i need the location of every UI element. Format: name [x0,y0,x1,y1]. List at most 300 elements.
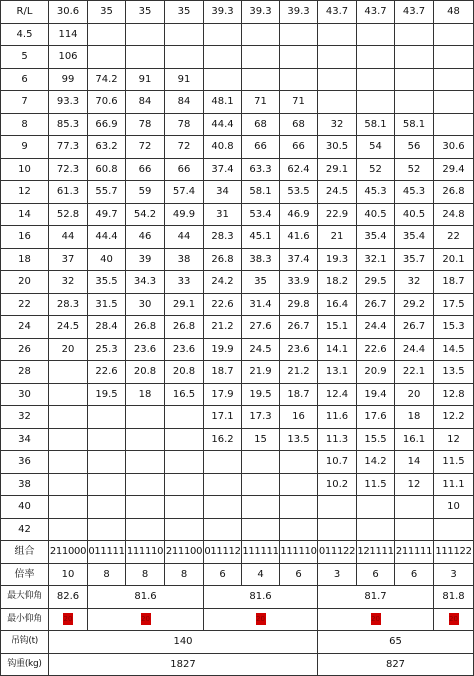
load-value-cell: 18.7 [434,271,474,294]
load-value-cell: 20.1 [434,248,474,271]
load-value-cell: 10 [434,496,474,519]
table-row [1,46,474,69]
min-angle-cell [88,608,204,631]
load-value-cell: 16.4 [318,293,357,316]
table-row [1,383,474,406]
radius-cell: 32 [1,406,49,429]
load-value-cell: 17.3 [242,406,280,429]
load-value-cell: 29.8 [280,293,318,316]
load-value-cell: 48.1 [204,91,242,114]
combination-cell: 011111 [88,541,126,564]
radius-cell: 8 [1,113,49,136]
load-value-cell: 14 [395,451,434,474]
load-value-cell: 18.7 [280,383,318,406]
load-value-cell [395,496,434,519]
load-value-cell [126,518,165,541]
load-chart-body [1,1,474,676]
load-value-cell: 35.4 [357,226,395,249]
load-value-cell: 12.4 [318,383,357,406]
load-value-cell [204,496,242,519]
load-value-cell [280,473,318,496]
load-value-cell: 52.8 [49,203,88,226]
load-value-cell: 19.5 [88,383,126,406]
radius-cell: 24 [1,316,49,339]
ratio-cell: 6 [204,563,242,586]
hook-weight-row [1,653,474,676]
hook-cell: 140 [49,631,318,654]
load-value-cell [49,496,88,519]
radius-cell: 26 [1,338,49,361]
load-value-cell: 13.5 [434,361,474,384]
load-value-cell [204,473,242,496]
load-value-cell: 58.1 [395,113,434,136]
load-value-cell [88,23,126,46]
load-value-cell [280,23,318,46]
combination-cell: 211111 [395,541,434,564]
ratio-row [1,563,474,586]
ratio-cell: 3 [434,563,474,586]
load-value-cell: 11.1 [434,473,474,496]
load-value-cell: 22.6 [204,293,242,316]
table-row [1,68,474,91]
load-value-cell: 14.5 [434,338,474,361]
combination-cell: 111110 [280,541,318,564]
load-value-cell: 60.8 [88,158,126,181]
min-angle-value: 20 [256,615,265,624]
load-value-cell: 13.1 [318,361,357,384]
max-angle-cell: 81.6 [204,586,318,609]
load-value-cell: 56 [395,136,434,159]
combination-cell: 011122 [318,541,357,564]
table-row [1,226,474,249]
ratio-cell: 10 [49,563,88,586]
load-value-cell: 31 [204,203,242,226]
load-value-cell [242,23,280,46]
load-value-cell: 14.2 [357,451,395,474]
boom-length-header: 30.6 [49,1,88,24]
load-value-cell: 29.2 [395,293,434,316]
load-value-cell: 18 [126,383,165,406]
min-angle-value: 20 [371,615,380,624]
load-value-cell: 40.5 [395,203,434,226]
load-value-cell: 35.7 [395,248,434,271]
load-value-cell: 16.5 [165,383,204,406]
radius-cell: 9 [1,136,49,159]
load-value-cell: 63.2 [88,136,126,159]
radius-cell: 28 [1,361,49,384]
load-value-cell: 29.4 [434,158,474,181]
load-value-cell: 35.5 [88,271,126,294]
load-value-cell: 11.6 [318,406,357,429]
load-value-cell: 16.1 [395,428,434,451]
load-value-cell: 99 [49,68,88,91]
load-value-cell: 22 [434,226,474,249]
load-value-cell [395,91,434,114]
combination-cell: 111111 [242,541,280,564]
load-value-cell: 45.1 [242,226,280,249]
load-value-cell: 12 [395,473,434,496]
load-value-cell: 66 [280,136,318,159]
load-value-cell [318,68,357,91]
load-value-cell: 11.5 [434,451,474,474]
load-value-cell [204,46,242,69]
radius-cell: 22 [1,293,49,316]
load-value-cell: 14.1 [318,338,357,361]
load-value-cell [242,496,280,519]
load-value-cell: 20 [49,338,88,361]
load-value-cell: 49.7 [88,203,126,226]
load-value-cell: 16.2 [204,428,242,451]
load-value-cell: 68 [280,113,318,136]
load-value-cell [242,68,280,91]
load-value-cell [318,91,357,114]
load-value-cell: 20.9 [357,361,395,384]
combination-label: 组合 [1,541,49,564]
table-row [1,451,474,474]
load-value-cell [318,23,357,46]
load-value-cell [49,473,88,496]
load-value-cell [280,68,318,91]
load-value-cell: 52 [357,158,395,181]
radius-cell: 36 [1,451,49,474]
load-value-cell: 54 [357,136,395,159]
load-value-cell [204,23,242,46]
load-value-cell: 26.8 [434,181,474,204]
table-row [1,271,474,294]
table-row [1,113,474,136]
load-value-cell: 17.1 [204,406,242,429]
min-angle-cell [49,608,88,631]
ratio-cell: 8 [165,563,204,586]
load-value-cell: 45.3 [395,181,434,204]
load-value-cell: 18.7 [204,361,242,384]
load-value-cell: 30.5 [318,136,357,159]
load-value-cell: 38 [165,248,204,271]
load-value-cell: 23.6 [280,338,318,361]
header-row [1,1,474,24]
load-value-cell: 62.4 [280,158,318,181]
boom-length-header: 35 [165,1,204,24]
load-value-cell: 38.3 [242,248,280,271]
load-value-cell: 66 [242,136,280,159]
load-value-cell [88,473,126,496]
table-row [1,181,474,204]
max-angle-cell: 81.7 [318,586,434,609]
load-value-cell: 17.6 [357,406,395,429]
load-value-cell: 15.3 [434,316,474,339]
load-value-cell: 29.1 [165,293,204,316]
load-value-cell [395,518,434,541]
load-value-cell: 10.2 [318,473,357,496]
combination-cell: 011112 [204,541,242,564]
load-value-cell: 20.8 [165,361,204,384]
radius-cell: 14 [1,203,49,226]
load-value-cell [357,68,395,91]
load-value-cell: 34.3 [126,271,165,294]
hook-weight-cell: 827 [318,653,474,676]
radius-cell: 20 [1,271,49,294]
load-value-cell [126,428,165,451]
table-row [1,518,474,541]
load-value-cell [49,518,88,541]
load-value-cell: 32 [395,271,434,294]
min-angle-value: 20 [449,615,458,624]
max-angle-cell: 81.6 [88,586,204,609]
ratio-label: 倍率 [1,563,49,586]
load-value-cell [88,518,126,541]
load-value-cell: 78 [165,113,204,136]
load-value-cell [434,113,474,136]
load-value-cell: 66 [126,158,165,181]
radius-cell: 38 [1,473,49,496]
load-value-cell [126,451,165,474]
min-angle-value: 20 [141,615,150,624]
load-value-cell: 21 [318,226,357,249]
load-value-cell: 28.3 [204,226,242,249]
load-value-cell: 26.7 [280,316,318,339]
load-value-cell: 12.8 [434,383,474,406]
load-value-cell [434,46,474,69]
load-value-cell: 20 [395,383,434,406]
load-value-cell: 17.9 [204,383,242,406]
load-value-cell [204,518,242,541]
load-value-cell: 31.4 [242,293,280,316]
load-value-cell [434,68,474,91]
load-value-cell [165,473,204,496]
load-value-cell: 37.4 [204,158,242,181]
load-value-cell: 24.2 [204,271,242,294]
table-row [1,316,474,339]
load-value-cell [126,496,165,519]
table-row [1,136,474,159]
load-value-cell: 40 [88,248,126,271]
load-value-cell: 26.8 [126,316,165,339]
load-value-cell: 40.8 [204,136,242,159]
load-value-cell: 68 [242,113,280,136]
load-value-cell: 30 [126,293,165,316]
load-value-cell: 40.5 [357,203,395,226]
boom-length-header: 39.3 [280,1,318,24]
load-value-cell: 28.3 [49,293,88,316]
load-value-cell: 58.1 [357,113,395,136]
load-value-cell: 29.5 [357,271,395,294]
load-value-cell: 114 [49,23,88,46]
load-value-cell [357,518,395,541]
radius-cell: 18 [1,248,49,271]
load-value-cell: 85.3 [49,113,88,136]
load-value-cell: 44 [165,226,204,249]
load-value-cell: 12.2 [434,406,474,429]
load-value-cell [204,451,242,474]
load-value-cell: 26.7 [395,316,434,339]
table-row [1,91,474,114]
ratio-cell: 6 [357,563,395,586]
load-value-cell: 15.1 [318,316,357,339]
load-value-cell: 77.3 [49,136,88,159]
radius-cell: 10 [1,158,49,181]
load-value-cell: 63.3 [242,158,280,181]
load-value-cell [88,428,126,451]
load-value-cell: 11.5 [357,473,395,496]
load-value-cell: 24.5 [318,181,357,204]
combination-cell: 211000 [49,541,88,564]
load-value-cell [318,496,357,519]
ratio-cell: 8 [88,563,126,586]
load-value-cell [280,451,318,474]
load-value-cell [49,428,88,451]
load-value-cell [357,91,395,114]
load-value-cell: 71 [280,91,318,114]
load-value-cell: 30.6 [434,136,474,159]
hook-weight-cell: 1827 [49,653,318,676]
boom-length-header: 48 [434,1,474,24]
radius-cell: 6 [1,68,49,91]
load-value-cell [395,46,434,69]
load-value-cell: 58.1 [242,181,280,204]
combination-cell: 121111 [357,541,395,564]
min-angle-cell [318,608,434,631]
load-value-cell: 32.1 [357,248,395,271]
load-value-cell: 59 [126,181,165,204]
load-value-cell: 13.5 [280,428,318,451]
load-value-cell: 28.4 [88,316,126,339]
table-row [1,23,474,46]
load-value-cell: 17.5 [434,293,474,316]
radius-cell: 12 [1,181,49,204]
load-value-cell: 19.3 [318,248,357,271]
load-value-cell: 27.6 [242,316,280,339]
load-value-cell: 66.9 [88,113,126,136]
load-value-cell: 54.2 [126,203,165,226]
load-value-cell: 78 [126,113,165,136]
load-value-cell [49,406,88,429]
load-value-cell [434,23,474,46]
load-value-cell: 39 [126,248,165,271]
radius-cell: 34 [1,428,49,451]
load-value-cell [88,46,126,69]
load-value-cell [242,451,280,474]
hook-label: 吊钩(t) [1,631,49,654]
load-value-cell: 55.7 [88,181,126,204]
table-row [1,496,474,519]
load-value-cell: 24.8 [434,203,474,226]
table-row [1,248,474,271]
load-value-cell: 91 [126,68,165,91]
load-value-cell [165,451,204,474]
load-value-cell: 35 [242,271,280,294]
max-angle-row [1,586,474,609]
load-value-cell: 26.8 [204,248,242,271]
load-value-cell [280,46,318,69]
load-value-cell: 18.2 [318,271,357,294]
load-value-cell [434,518,474,541]
boom-length-header: 39.3 [204,1,242,24]
load-value-cell [395,68,434,91]
load-value-cell: 18 [395,406,434,429]
table-row [1,406,474,429]
load-value-cell [165,46,204,69]
load-value-cell: 72 [165,136,204,159]
load-value-cell: 72 [126,136,165,159]
load-value-cell: 21.2 [204,316,242,339]
load-value-cell: 10.7 [318,451,357,474]
load-value-cell: 25.3 [88,338,126,361]
boom-length-header: 43.7 [318,1,357,24]
load-value-cell: 37 [49,248,88,271]
load-value-cell: 24.5 [49,316,88,339]
load-value-cell: 71 [242,91,280,114]
load-value-cell: 53.5 [280,181,318,204]
load-value-cell: 44.4 [204,113,242,136]
load-value-cell [280,496,318,519]
ratio-cell: 6 [395,563,434,586]
max-angle-cell: 81.8 [434,586,474,609]
load-value-cell: 57.4 [165,181,204,204]
load-value-cell [49,383,88,406]
load-value-cell: 33 [165,271,204,294]
load-value-cell [357,496,395,519]
ratio-cell: 3 [318,563,357,586]
hook-cell: 65 [318,631,474,654]
radius-cell: 7 [1,91,49,114]
table-row [1,428,474,451]
load-value-cell [165,428,204,451]
load-value-cell: 19.5 [242,383,280,406]
min-angle-cell [434,608,474,631]
load-value-cell: 21.2 [280,361,318,384]
load-value-cell: 21.9 [242,361,280,384]
max-angle-cell: 82.6 [49,586,88,609]
radius-cell: 5 [1,46,49,69]
load-value-cell: 22.1 [395,361,434,384]
load-value-cell: 22.6 [88,361,126,384]
load-value-cell: 15.5 [357,428,395,451]
load-value-cell [395,23,434,46]
load-value-cell: 22.9 [318,203,357,226]
load-value-cell [165,518,204,541]
load-value-cell [165,496,204,519]
load-value-cell: 35.4 [395,226,434,249]
load-value-cell: 20.8 [126,361,165,384]
load-value-cell: 41.6 [280,226,318,249]
load-value-cell [88,451,126,474]
load-value-cell: 70.6 [88,91,126,114]
combination-cell: 111110 [126,541,165,564]
load-value-cell: 84 [126,91,165,114]
load-value-cell: 16 [280,406,318,429]
load-value-cell: 31.5 [88,293,126,316]
load-value-cell [280,518,318,541]
radius-cell: 40 [1,496,49,519]
radius-cell: 4.5 [1,23,49,46]
boom-length-header: 39.3 [242,1,280,24]
load-value-cell: 24.4 [395,338,434,361]
load-value-cell [434,91,474,114]
combination-cell: 111122 [434,541,474,564]
min-angle-value: 20 [63,615,73,624]
table-row [1,338,474,361]
boom-length-header: 43.7 [357,1,395,24]
load-value-cell: 11.3 [318,428,357,451]
load-value-cell [357,23,395,46]
table-row [1,293,474,316]
load-value-cell: 32 [49,271,88,294]
load-value-cell: 32 [318,113,357,136]
load-value-cell: 29.1 [318,158,357,181]
load-value-cell: 72.3 [49,158,88,181]
load-value-cell: 15 [242,428,280,451]
load-value-cell [165,23,204,46]
